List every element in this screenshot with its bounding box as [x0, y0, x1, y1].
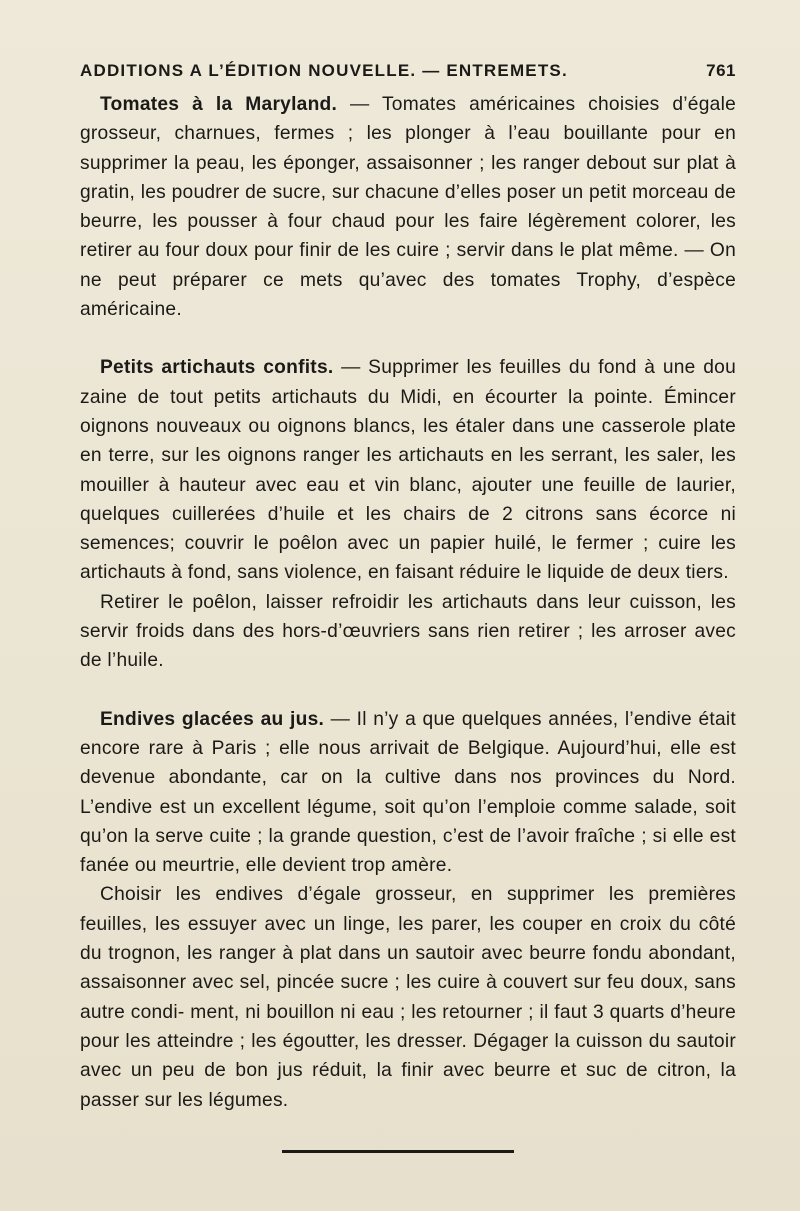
- recipe-title: Tomates à la Maryland.: [100, 94, 338, 115]
- page-number: 761: [706, 61, 736, 80]
- page-body: [80, 90, 736, 1115]
- recipe-text: — Supprimer les feuilles du fond à une dou zaine de tout petits artichauts du Midi, en écourter la pointe. Émincer oignons nouveaux ou oignons blancs, les étaler dans une casserole plate en terre, sur les oignons ranger les artichauts en les serrant, les saler, les mouiller à hauteur avec eau et vin blanc, ajouter une feuille de laurier, quelques cuillerées d’huile et les chairs de 2 citrons sans écorce ni semences; couvrir le poêlon avec un papier huilé, le fermer ; cuire les artichauts à fond, sans violence, en faisant réduire le liquide de deux tiers.: [80, 357, 736, 584]
- recipe-title: Endives glacées au jus.: [100, 708, 325, 730]
- recipe-paragraph: [80, 353, 736, 587]
- recipe-petits-artichauts: [80, 353, 736, 675]
- recipe-paragraph: [80, 705, 736, 881]
- running-head: [80, 60, 736, 82]
- recipe-paragraph-continued: Choisir les endives d’égale grosseur, en supprimer les premières feuilles, les essuyer avec un linge, les parer, les couper en croix du côté du trognon, les ranger à plat dans un sautoir avec beurre fondu abondant, assaisonner avec sel, pincée sucre ; les cuire à couvert sur feu doux, sans autre condi- ment, ni bouillon ni eau ; les retourner ; il faut 3 quarts d’heure pour les atteindre ; les égoutter, les dresser. Dégager la cuisson du sautoir avec un peu de bon jus réduit, la finir avec beurre et suc de citron, la passer sur les légumes.: [80, 884, 736, 1111]
- recipe-text: — Il n’y a que quelques années, l’endive était encore rare à Paris ; elle nous arrivait de Belgique. Aujourd’hui, elle est devenue abondante, car on la cultive dans nos provinces du Nord. L’endive est un excellent légume, soit qu’on l’emploie comme salade, soit qu’on la serve cuite ; la grande question, c’est de l’avoir fraîche ; si elle est fanée ou meurtrie, elle devient trop amère.: [80, 708, 736, 877]
- recipe-tomates-maryland: [80, 90, 736, 324]
- recipe-endives-glacees: [80, 705, 736, 1115]
- recipe-paragraph-continued: Retirer le poêlon, laisser refroidir les artichauts dans leur cuisson, les servir froids dans des hors-d’œuvriers sans rien retirer ; les arroser avec de l’huile.: [80, 591, 736, 672]
- section-end-rule: [282, 1150, 514, 1153]
- recipe-text: — Tomates américaines choisies d’égale grosseur, charnues, fermes ; les plonger à l’eau bouillante pour en supprimer la peau, les éponger, assaisonner ; les ranger debout sur plat à gratin, les poudrer de sucre, sur chacune d’elles poser un petit morceau de beurre, les pousser à four chaud pour les faire légèrement colorer, les retirer au four doux pour finir de les cuire ; servir dans le plat même. — On ne peut préparer ce mets qu’avec des tomates Trophy, d’espèce américaine.: [80, 94, 736, 321]
- recipe-paragraph: [80, 90, 736, 324]
- running-title: ADDITIONS A L’ÉDITION NOUVELLE. — ENTREMETS.: [80, 61, 568, 80]
- recipe-title: Petits artichauts confits.: [100, 357, 334, 379]
